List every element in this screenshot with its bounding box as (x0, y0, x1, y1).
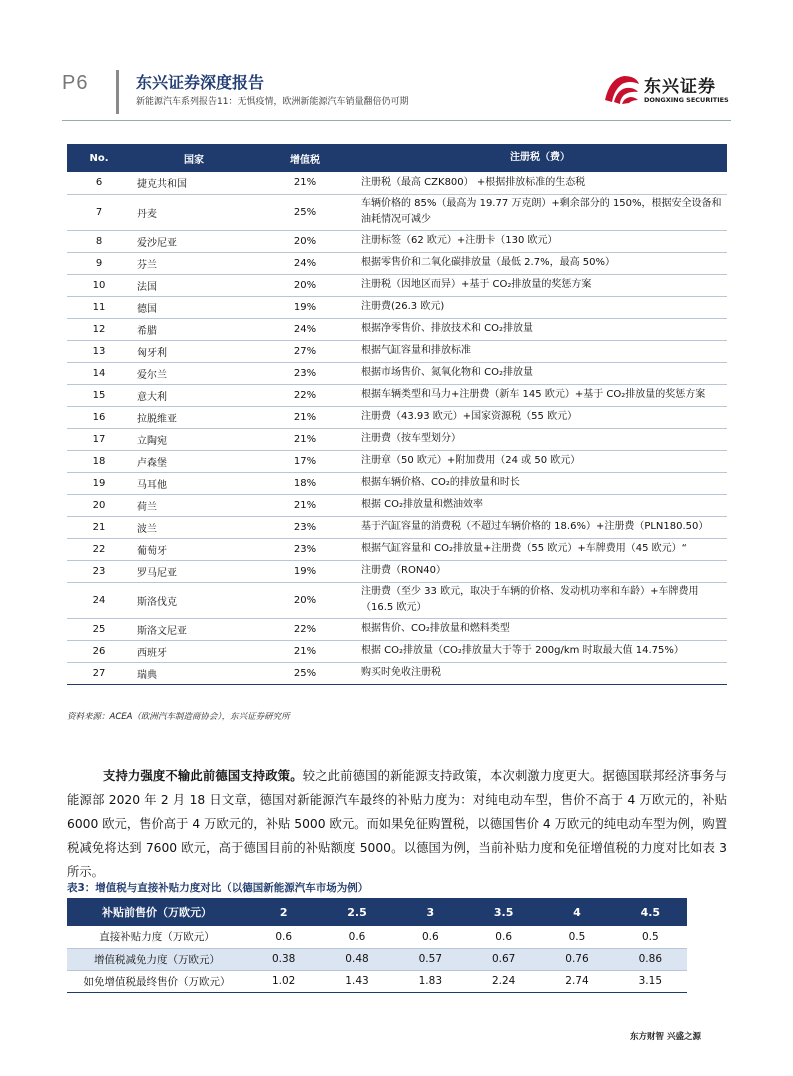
table-row (67, 362, 727, 384)
table-row (67, 172, 727, 194)
cell-no: 22 (67, 538, 131, 560)
table-row (67, 230, 727, 252)
cell-value: 0.5 (540, 926, 613, 948)
paragraph-body: 较之此前德国的新能源支持政策，本次刺激力度更大。据德国联邦经济事务与能源部 2020 年 2 月 18 日文章，德国对新能源汽车最终的补贴力度为：对纯电动车型，售价不高于 4 万欧元的，补贴 6000 欧元，售价高于 4 万欧元的，补贴 5000 欧元。而如果免征购置税，以德国售价 4 万欧元的纯电动车型为例，购置税减免将达到 7600 欧元，高于德国目前的补贴额度 5000。以德国为例，当前补贴力度和免征增值税的力度对比如表 3 所示。 (67, 769, 727, 879)
page-header (0, 0, 793, 125)
cell-country: 西班牙 (131, 640, 257, 662)
cell-no: 17 (67, 428, 131, 450)
header-divider (116, 70, 119, 114)
cell-registration: 根据零售价和二氧化碳排放量（最低 2.7%，最高 50%） (353, 252, 727, 274)
cell-registration: 根据气缸容量和排放标准 (353, 340, 727, 362)
table-source-note: 资料来源：ACEA（欧洲汽车制造商协会），东兴证券研究所 (67, 712, 290, 722)
cell-country: 拉脱维亚 (131, 406, 257, 428)
cell-registration: 车辆价格的 85%（最高为 19.77 万克朗）+剩余部分的 150%，根据安全设备和油耗情况可减少 (353, 194, 727, 230)
table-header-row (67, 898, 687, 926)
cell-country: 捷克共和国 (131, 172, 257, 194)
cell-no: 8 (67, 230, 131, 252)
cell-vat: 23% (257, 538, 353, 560)
cell-country: 波兰 (131, 516, 257, 538)
cell-country: 葡萄牙 (131, 538, 257, 560)
cell-country: 意大利 (131, 384, 257, 406)
logo-english: DONGXING SECURITIES (644, 96, 729, 104)
cell-no: 9 (67, 252, 131, 274)
cell-vat: 21% (257, 428, 353, 450)
col-header-registration: 注册税（费） (353, 144, 727, 172)
table-row (67, 948, 687, 970)
cell-no: 18 (67, 450, 131, 472)
table-row (67, 194, 727, 230)
table-row (67, 318, 727, 340)
cell-no: 25 (67, 618, 131, 640)
table-row (67, 428, 727, 450)
cell-vat: 22% (257, 384, 353, 406)
cell-registration: 注册费（按车型划分） (353, 428, 727, 450)
cell-country: 匈牙利 (131, 340, 257, 362)
table-row (67, 450, 727, 472)
cell-registration: 根据车辆类型和马力+注册费（新车 145 欧元）+基于 CO₂排放量的奖惩方案 (353, 384, 727, 406)
cell-vat: 21% (257, 172, 353, 194)
body-paragraph (67, 764, 727, 884)
cell-registration: 注册费（RON40） (353, 560, 727, 582)
cell-value: 1.83 (394, 970, 467, 992)
col-header-price: 补贴前售价（万欧元） (67, 898, 247, 926)
cell-value: 0.6 (320, 926, 393, 948)
cell-value: 0.6 (247, 926, 320, 948)
cell-registration: 根据气缸容量和 CO₂排放量+注册费（55 欧元）+车牌费用（45 欧元）“ (353, 538, 727, 560)
table-row (67, 384, 727, 406)
page-number: P6 (62, 72, 89, 94)
header-rule (62, 120, 731, 121)
table-row (67, 640, 727, 662)
cell-country: 芬兰 (131, 252, 257, 274)
cell-country: 丹麦 (131, 194, 257, 230)
cell-vat: 24% (257, 318, 353, 340)
table-row (67, 926, 687, 948)
cell-registration: 根据净零售价、排放技术和 CO₂排放量 (353, 318, 727, 340)
cell-no: 16 (67, 406, 131, 428)
col-header-price-value: 3.5 (467, 898, 540, 926)
cell-value: 0.86 (614, 948, 687, 970)
table-row (67, 582, 727, 618)
cell-registration: 注册税（因地区而异）+基于 CO₂排放量的奖惩方案 (353, 274, 727, 296)
cell-country: 斯洛伐克 (131, 582, 257, 618)
row-label: 增值税减免力度（万欧元） (67, 948, 247, 970)
cell-registration: 根据车辆价格、CO₂的排放量和时长 (353, 472, 727, 494)
cell-country: 爱沙尼亚 (131, 230, 257, 252)
cell-country: 爱尔兰 (131, 362, 257, 384)
report-subtitle: 新能源汽车系列报告11：无惧疫情，欧洲新能源汽车销量翻倍仍可期 (136, 97, 409, 107)
cell-registration: 根据 CO₂排放量（CO₂排放量大于等于 200g/km 时取最大值 14.75%） (353, 640, 727, 662)
col-header-no: No. (67, 144, 131, 172)
cell-country: 荷兰 (131, 494, 257, 516)
cell-registration: 注册费(26.3 欧元) (353, 296, 727, 318)
cell-vat: 24% (257, 252, 353, 274)
cell-value: 0.5 (614, 926, 687, 948)
col-header-price-value: 3 (394, 898, 467, 926)
cell-registration: 注册章（50 欧元）+附加费用（24 或 50 欧元） (353, 450, 727, 472)
paragraph-lead: 支持力强度不输此前德国支持政策。 (103, 769, 303, 783)
cell-value: 0.57 (394, 948, 467, 970)
cell-registration: 购买时免收注册税 (353, 662, 727, 684)
cell-vat: 27% (257, 340, 353, 362)
cell-value: 0.48 (320, 948, 393, 970)
cell-vat: 20% (257, 230, 353, 252)
cell-country: 希腊 (131, 318, 257, 340)
cell-registration: 根据售价、CO₂排放量和燃料类型 (353, 618, 727, 640)
cell-no: 6 (67, 172, 131, 194)
table-row (67, 472, 727, 494)
cell-vat: 23% (257, 362, 353, 384)
cell-registration: 注册标签（62 欧元）+注册卡（130 欧元） (353, 230, 727, 252)
cell-country: 瑞典 (131, 662, 257, 684)
table-row (67, 494, 727, 516)
report-title: 东兴证券深度报告 (136, 73, 265, 92)
row-label: 如免增值税最终售价（万欧元） (67, 970, 247, 992)
cell-vat: 22% (257, 618, 353, 640)
table-row (67, 560, 727, 582)
cell-value: 0.6 (394, 926, 467, 948)
table-row (67, 970, 687, 992)
cell-registration: 注册费（至少 33 欧元，取决于车辆的价格、发动机功率和车龄）+车牌费用（16.5 欧元） (353, 582, 727, 618)
cell-registration: 基于汽缸容量的消费税（不超过车辆价格的 18.6%）+注册费（PLN180.50） (353, 516, 727, 538)
table-header-row (67, 144, 727, 172)
cell-vat: 19% (257, 296, 353, 318)
table-row (67, 406, 727, 428)
cell-no: 15 (67, 384, 131, 406)
cell-value: 0.67 (467, 948, 540, 970)
cell-vat: 19% (257, 560, 353, 582)
cell-value: 3.15 (614, 970, 687, 992)
cell-registration: 注册税（最高 CZK800） +根据排放标准的生态税 (353, 172, 727, 194)
logo-icon (602, 70, 642, 110)
table-row (67, 662, 727, 684)
cell-no: 13 (67, 340, 131, 362)
cell-no: 20 (67, 494, 131, 516)
cell-country: 斯洛文尼亚 (131, 618, 257, 640)
cell-no: 7 (67, 194, 131, 230)
table-row (67, 340, 727, 362)
cell-value: 1.43 (320, 970, 393, 992)
cell-registration: 注册费（43.93 欧元）+国家资源税（55 欧元） (353, 406, 727, 428)
registration-tax-table (67, 144, 727, 685)
cell-country: 立陶宛 (131, 428, 257, 450)
cell-no: 10 (67, 274, 131, 296)
cell-vat: 21% (257, 494, 353, 516)
cell-no: 24 (67, 582, 131, 618)
table-row (67, 516, 727, 538)
cell-no: 26 (67, 640, 131, 662)
col-header-price-value: 2 (247, 898, 320, 926)
cell-value: 0.38 (247, 948, 320, 970)
cell-no: 12 (67, 318, 131, 340)
table3-caption: 表3：增值税与直接补贴力度对比（以德国新能源汽车市场为例） (67, 882, 369, 894)
cell-country: 马耳他 (131, 472, 257, 494)
cell-no: 23 (67, 560, 131, 582)
cell-country: 德国 (131, 296, 257, 318)
table-row (67, 274, 727, 296)
table-row (67, 296, 727, 318)
cell-vat: 21% (257, 640, 353, 662)
cell-registration: 根据 CO₂排放量和燃油效率 (353, 494, 727, 516)
cell-registration: 根据市场售价、氮氧化物和 CO₂排放量 (353, 362, 727, 384)
company-logo (602, 68, 730, 116)
cell-no: 14 (67, 362, 131, 384)
cell-value: 2.74 (540, 970, 613, 992)
cell-no: 27 (67, 662, 131, 684)
cell-no: 19 (67, 472, 131, 494)
col-header-price-value: 4 (540, 898, 613, 926)
subsidy-comparison-table (67, 898, 687, 993)
cell-vat: 21% (257, 406, 353, 428)
table-row (67, 618, 727, 640)
cell-value: 1.02 (247, 970, 320, 992)
col-header-price-value: 2.5 (320, 898, 393, 926)
cell-no: 11 (67, 296, 131, 318)
cell-vat: 20% (257, 582, 353, 618)
cell-vat: 18% (257, 472, 353, 494)
cell-vat: 25% (257, 194, 353, 230)
col-header-vat: 增值税 (257, 144, 353, 172)
cell-value: 2.24 (467, 970, 540, 992)
row-label: 直接补贴力度（万欧元） (67, 926, 247, 948)
logo-text: 东兴证券 (644, 77, 716, 97)
table-row (67, 538, 727, 560)
cell-country: 法国 (131, 274, 257, 296)
cell-vat: 25% (257, 662, 353, 684)
page-footer: 东方财智 兴盛之源 (630, 1032, 701, 1042)
cell-vat: 17% (257, 450, 353, 472)
cell-vat: 23% (257, 516, 353, 538)
cell-no: 21 (67, 516, 131, 538)
cell-country: 卢森堡 (131, 450, 257, 472)
col-header-price-value: 4.5 (614, 898, 687, 926)
col-header-country: 国家 (131, 144, 257, 172)
table-row (67, 252, 727, 274)
cell-country: 罗马尼亚 (131, 560, 257, 582)
cell-value: 0.76 (540, 948, 613, 970)
cell-vat: 20% (257, 274, 353, 296)
cell-value: 0.6 (467, 926, 540, 948)
